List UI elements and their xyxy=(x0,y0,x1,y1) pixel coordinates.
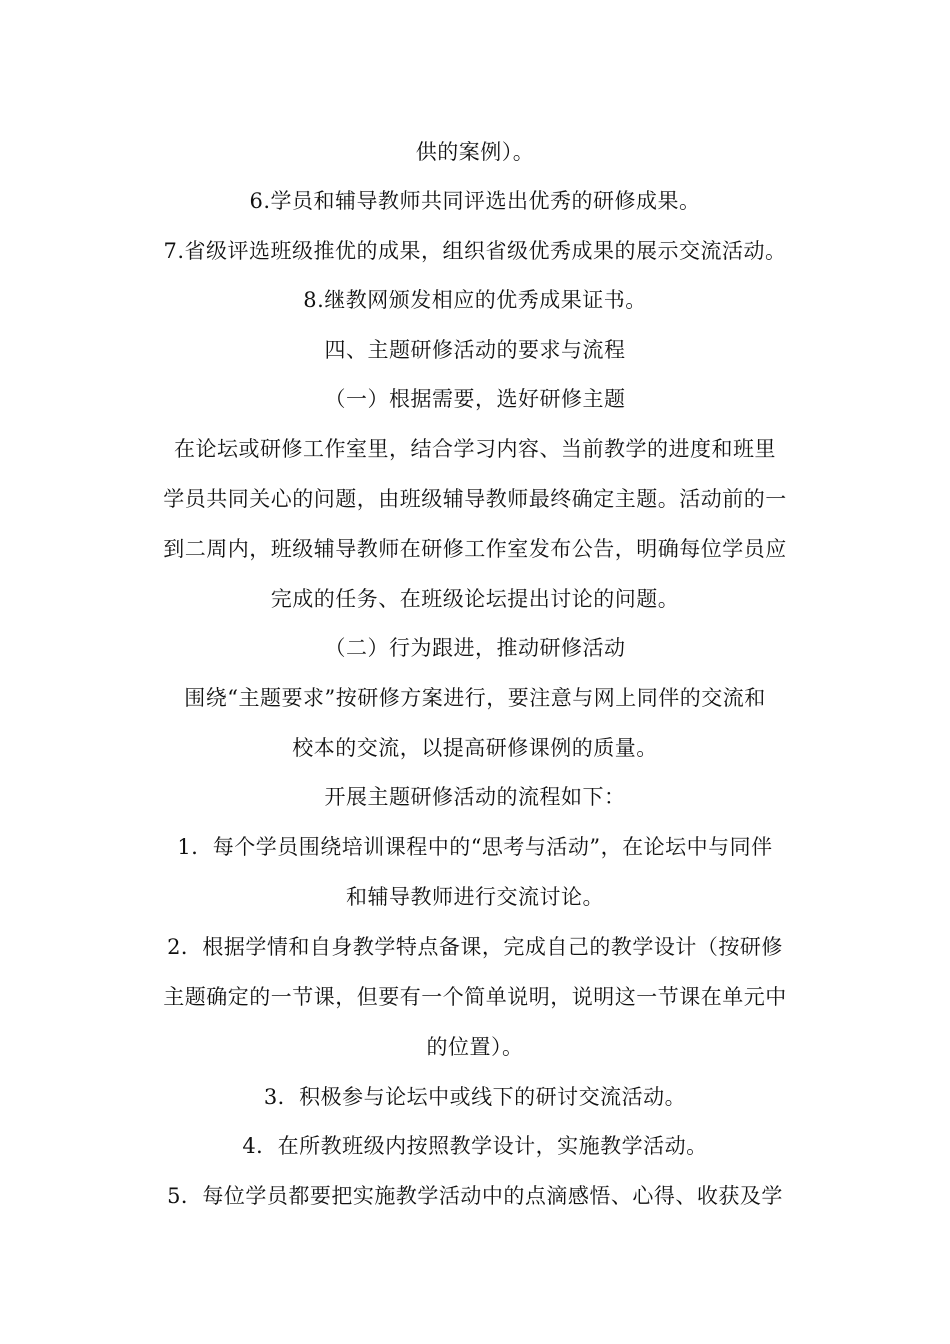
paragraph-line: 校本的交流，以提高研修课例的质量。 xyxy=(292,736,658,760)
flow-step-2-cont: 主题确定的一节课，但要有一个简单说明，说明这一节课在单元中 xyxy=(163,985,787,1009)
text-line: 供的案例）。 xyxy=(415,140,535,164)
subsection-heading-1: （一）根据需要，选好研修主题 xyxy=(324,387,626,411)
list-item-6: 6.学员和辅导教师共同评选出优秀的研修成果。 xyxy=(249,189,701,213)
paragraph-line: 完成的任务、在班级论坛提出讨论的问题。 xyxy=(270,587,680,611)
flow-step-5: 5．每位学员都要把实施教学活动中的点滴感悟、心得、收获及学 xyxy=(167,1184,783,1208)
paragraph-line: 到二周内，班级辅导教师在研修工作室发布公告，明确每位学员应 xyxy=(163,537,787,561)
flow-step-1: 1．每个学员围绕培训课程中的“思考与活动”，在论坛中与同伴 xyxy=(177,835,773,859)
paragraph-line: 在论坛或研修工作室里，结合学习内容、当前教学的进度和班里 xyxy=(174,437,776,461)
flow-step-1-cont: 和辅导教师进行交流讨论。 xyxy=(346,885,604,909)
paragraph-line: 围绕“主题要求”按研修方案进行，要注意与网上同伴的交流和 xyxy=(184,686,766,710)
paragraph-line: 学员共同关心的问题，由班级辅导教师最终确定主题。活动前的一 xyxy=(163,487,787,511)
list-item-7: 7.省级评选班级推优的成果，组织省级优秀成果的展示交流活动。 xyxy=(163,239,787,263)
section-heading: 四、主题研修活动的要求与流程 xyxy=(324,338,626,362)
flow-step-3: 3．积极参与论坛中或线下的研讨交流活动。 xyxy=(263,1085,687,1109)
flow-step-2-cont: 的位置）。 xyxy=(426,1035,524,1059)
flow-step-2: 2．根据学情和自身教学特点备课，完成自己的教学设计（按研修 xyxy=(167,935,783,959)
flow-step-4: 4．在所教班级内按照教学设计，实施教学活动。 xyxy=(242,1134,708,1158)
paragraph-line: 开展主题研修活动的流程如下： xyxy=(324,785,626,809)
subsection-heading-2: （二）行为跟进，推动研修活动 xyxy=(324,636,626,660)
list-item-8: 8.继教网颁发相应的优秀成果证书。 xyxy=(303,288,647,312)
